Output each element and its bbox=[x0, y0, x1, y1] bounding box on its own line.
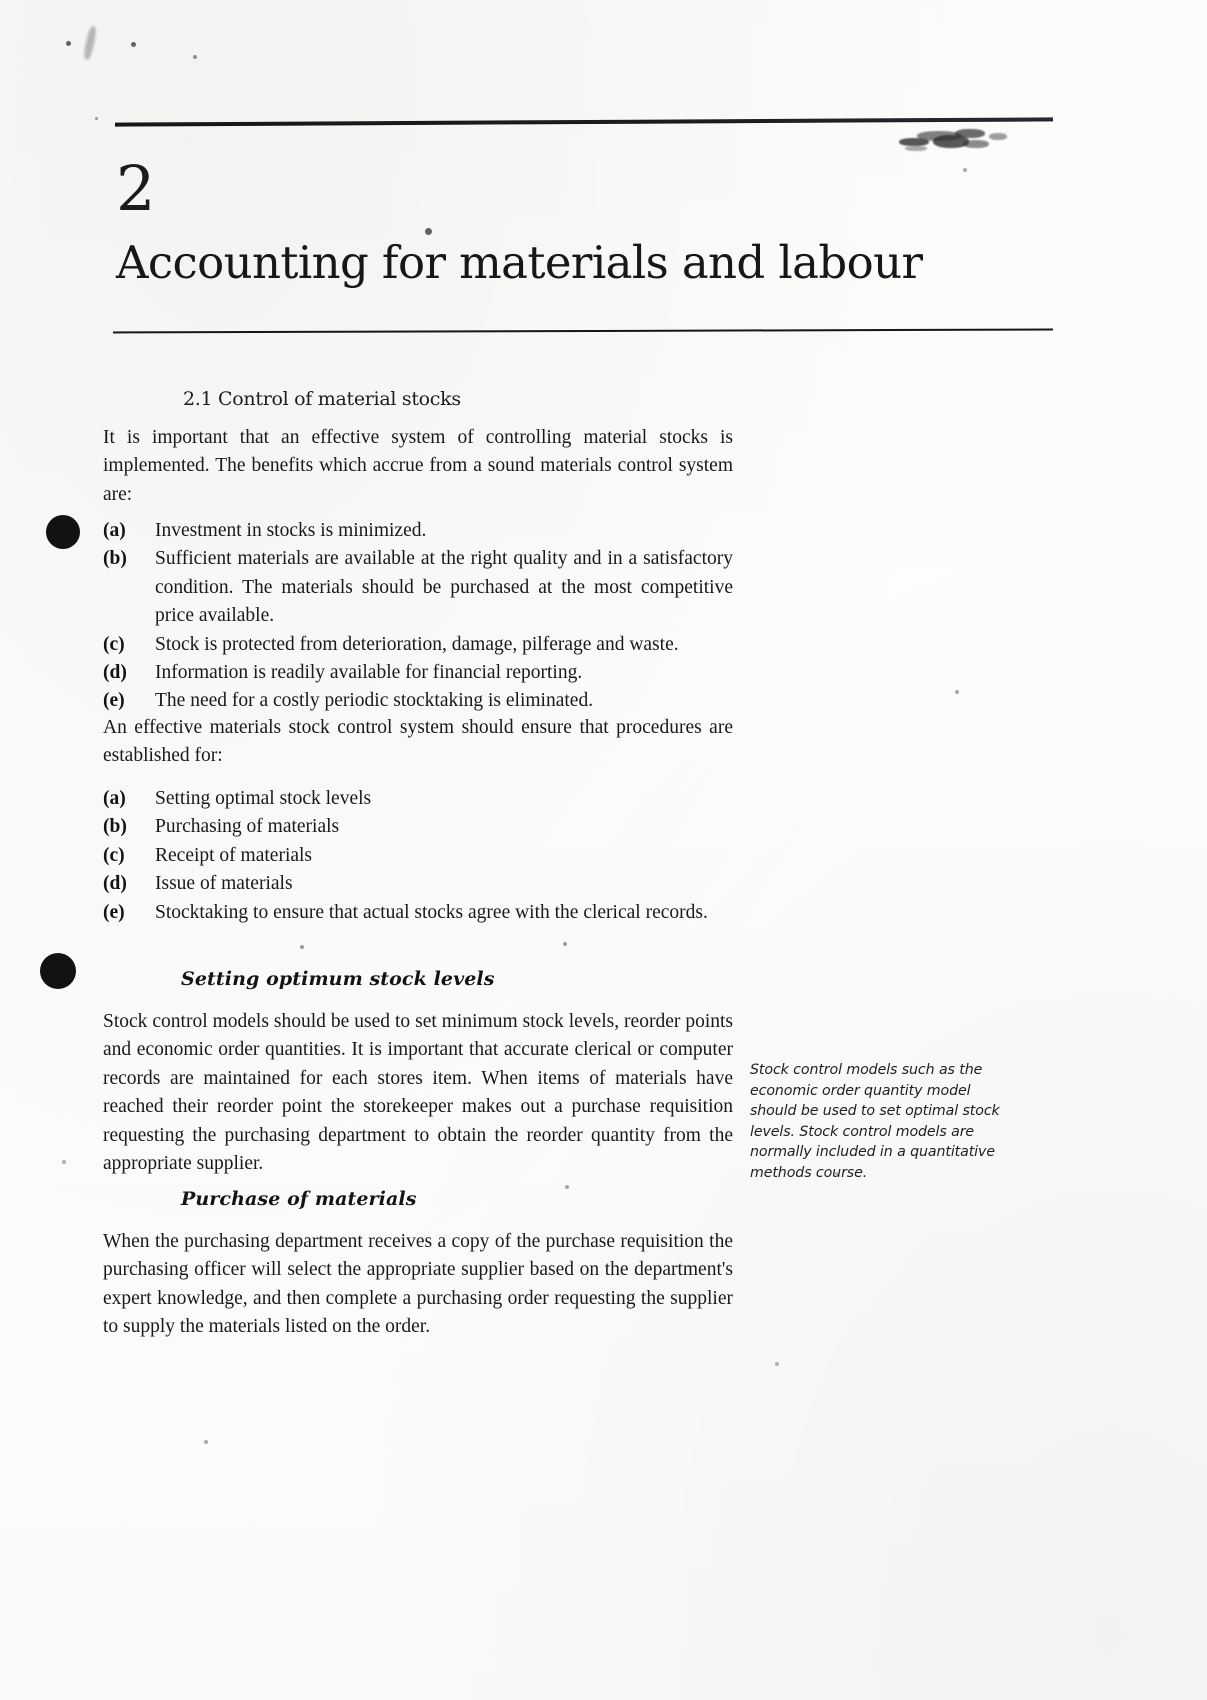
list-item bbox=[103, 842, 733, 870]
margin-note: Stock control models such as the economic order quantity model should be used to set optimal stock levels. Stock control models are normally included in a quantitative methods course. bbox=[750, 1062, 1000, 1181]
list-text: Setting optimal stock levels bbox=[155, 788, 372, 809]
list-marker: (d) bbox=[103, 873, 127, 895]
section-heading: 2.1 Control of material stocks bbox=[183, 388, 461, 410]
list-text: Purchasing of materials bbox=[155, 816, 340, 838]
scan-speck bbox=[204, 1440, 208, 1444]
scan-speck bbox=[193, 55, 197, 59]
scan-speck bbox=[62, 1160, 66, 1164]
list-item bbox=[103, 785, 733, 813]
list-marker: (c) bbox=[103, 844, 125, 866]
scan-smudge bbox=[83, 26, 98, 61]
scan-speck bbox=[131, 42, 136, 47]
list-text: Sufficient materials are available at the right quality and in a satisfactory condition. The materials should be purchased at the most competitive price available. bbox=[155, 548, 733, 627]
header-rule-top bbox=[115, 117, 1053, 126]
benefits-list bbox=[103, 517, 733, 716]
list-text: Stock is protected from deterioration, damage, pilferage and waste. bbox=[155, 633, 679, 655]
scan-speck bbox=[563, 942, 567, 946]
list-marker: (d) bbox=[103, 662, 127, 684]
scan-speck bbox=[95, 117, 98, 120]
list-marker: (a) bbox=[103, 520, 126, 541]
annotation-dot bbox=[46, 515, 80, 549]
list-text: The need for a costly periodic stocktaking is eliminated. bbox=[155, 690, 594, 712]
list-marker: (e) bbox=[103, 690, 125, 712]
scan-speck bbox=[775, 1362, 779, 1366]
list-marker: (c) bbox=[103, 633, 125, 655]
procedures-paragraph-block bbox=[103, 714, 733, 771]
scan-speck bbox=[300, 945, 304, 949]
scan-speck bbox=[963, 168, 967, 172]
list-item bbox=[103, 631, 733, 659]
list-item bbox=[103, 813, 733, 841]
list-item bbox=[103, 899, 733, 927]
toner-blotch bbox=[893, 126, 1011, 156]
subsection-paragraph-block bbox=[103, 1008, 733, 1178]
list-text: Investment in stocks is minimized. bbox=[155, 520, 427, 541]
procedures-list bbox=[103, 785, 733, 927]
list-item bbox=[103, 659, 733, 687]
chapter-number: 2 bbox=[116, 152, 156, 225]
list-text: Issue of materials bbox=[155, 873, 293, 895]
list-text: Information is readily available for financial reporting. bbox=[155, 662, 583, 684]
header-rule-bottom bbox=[113, 329, 1053, 334]
intro-paragraph: It is important that an effective system of controlling material stocks is implemented. The benefits which accrue from a sound materials control system are: bbox=[103, 427, 733, 505]
subsection-paragraph-block bbox=[103, 1228, 733, 1342]
list-item bbox=[103, 517, 733, 545]
subsection-heading-purchase-of-materials: Purchase of materials bbox=[181, 1188, 417, 1210]
subsection-paragraph: Stock control models should be used to set minimum stock levels, reorder points and economic order quantities. It is important that accurate clerical or computer records are maintained for each stores item. When items of materials have reached their reorder point the storekeeper makes out a purchase requisition requesting the purchasing department to obtain the reorder quantity from the appropriate supplier. bbox=[103, 1011, 733, 1175]
scan-speck bbox=[565, 1185, 569, 1189]
list-marker: (b) bbox=[103, 548, 127, 570]
list-item bbox=[103, 545, 733, 630]
list-text: Stocktaking to ensure that actual stocks agree with the clerical records. bbox=[155, 901, 708, 923]
scan-speck bbox=[425, 228, 432, 235]
list-marker: (b) bbox=[103, 816, 127, 838]
list-text: Receipt of materials bbox=[155, 844, 313, 866]
scan-speck bbox=[66, 41, 71, 46]
subsection-paragraph: When the purchasing department receives a copy of the purchase requisition the purchasing officer will select the appropriate supplier based on the department's expert knowledge, and then complete a purchasing order requesting the supplier to supply the materials listed on the order. bbox=[103, 1231, 733, 1338]
chapter-title: Accounting for materials and labour bbox=[116, 236, 923, 289]
subsection-heading-setting-optimum-stock-levels: Setting optimum stock levels bbox=[181, 968, 495, 990]
scan-speck bbox=[955, 690, 959, 694]
list-marker: (a) bbox=[103, 788, 126, 809]
procedures-paragraph: An effective materials stock control system should ensure that procedures are established for: bbox=[103, 717, 733, 767]
list-marker: (e) bbox=[103, 901, 125, 923]
intro-paragraph-block bbox=[103, 424, 733, 509]
annotation-dot bbox=[40, 953, 76, 989]
list-item bbox=[103, 687, 733, 715]
list-item bbox=[103, 870, 733, 898]
